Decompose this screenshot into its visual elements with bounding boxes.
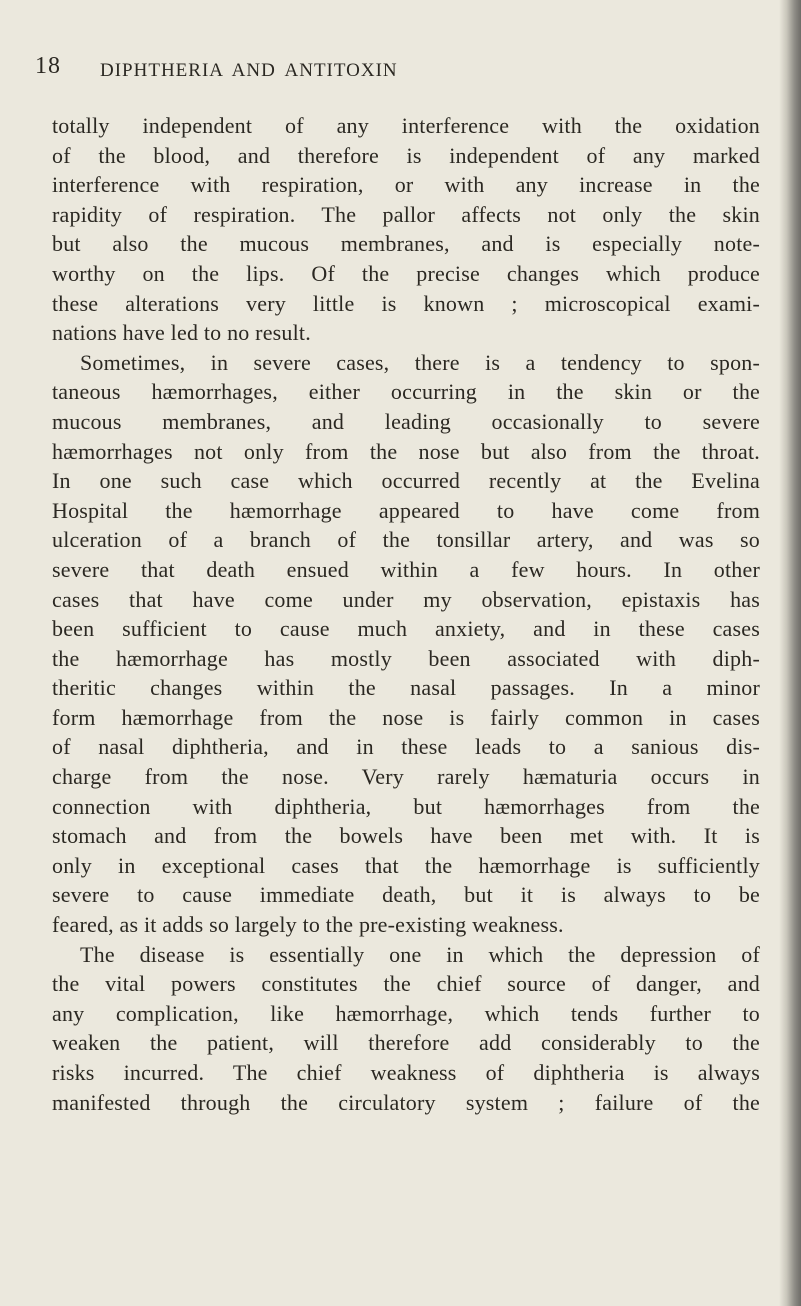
text-line: interference with respiration, or with any increase in the xyxy=(52,172,760,198)
page-number: 18 xyxy=(35,53,61,79)
text-line: The disease is essentially one in which the depression of xyxy=(80,941,760,967)
text-line: cases that have come under my observation, epistaxis has xyxy=(52,586,760,612)
page-edge-shadow xyxy=(779,0,801,1306)
text-line: ulceration of a branch of the tonsillar artery, and was so xyxy=(52,527,760,553)
text-line: Hospital the hæmorrhage appeared to have come from xyxy=(52,497,760,523)
text-line: only in exceptional cases that the hæmorrhage is sufficiently xyxy=(52,852,760,878)
text-line: mucous membranes, and leading occasionally to severe xyxy=(52,408,760,434)
text-line: nations have led to no result. xyxy=(52,320,311,346)
text-line: stomach and from the bowels have been met with. It is xyxy=(52,823,760,849)
text-line: the vital powers constitutes the chief source of danger, and xyxy=(52,971,760,997)
text-line: manifested through the circulatory system ; failure of the xyxy=(52,1089,760,1115)
text-line: these alterations very little is known ; microscopical exami- xyxy=(52,290,760,316)
text-line: theritic changes within the nasal passages. In a minor xyxy=(52,675,760,701)
text-line: been sufficient to cause much anxiety, and in these cases xyxy=(52,616,760,642)
text-line: severe to cause immediate death, but it is always to be xyxy=(52,882,760,908)
text-line: Sometimes, in severe cases, there is a tendency to spon- xyxy=(80,349,760,375)
text-line: any complication, like hæmorrhage, which tends further to xyxy=(52,1000,760,1026)
text-line: severe that death ensued within a few hours. In other xyxy=(52,556,760,582)
text-line: hæmorrhages not only from the nose but also from the throat. xyxy=(52,438,760,464)
text-line: weaken the patient, will therefore add considerably to the xyxy=(52,1030,760,1056)
text-line: of nasal diphtheria, and in these leads to a sanious dis- xyxy=(52,734,760,760)
text-line: taneous hæmorrhages, either occurring in the skin or the xyxy=(52,379,760,405)
body-text xyxy=(52,111,760,1117)
text-line: the hæmorrhage has mostly been associated with diph- xyxy=(52,645,760,671)
text-line: risks incurred. The chief weakness of diphtheria is always xyxy=(52,1060,760,1085)
text-line: feared, as it adds so largely to the pre-existing weakness. xyxy=(52,912,564,938)
page-header xyxy=(0,52,801,92)
text-line: but also the mucous membranes, and is especially note- xyxy=(52,231,760,257)
text-line: worthy on the lips. Of the precise changes which produce xyxy=(52,260,760,286)
text-line: In one such case which occurred recently at the Evelina xyxy=(52,468,760,494)
text-line: rapidity of respiration. The pallor affects not only the skin xyxy=(52,201,760,227)
text-line: form hæmorrhage from the nose is fairly common in cases xyxy=(52,704,760,730)
text-line: of the blood, and therefore is independent of any marked xyxy=(52,142,760,168)
running-title: DIPHTHERIA AND ANTITOXIN xyxy=(100,60,398,81)
text-line: charge from the nose. Very rarely hæmaturia occurs in xyxy=(52,764,760,790)
text-line: connection with diphtheria, but hæmorrhages from the xyxy=(52,793,760,819)
text-line: totally independent of any interference with the oxidation xyxy=(52,113,760,138)
